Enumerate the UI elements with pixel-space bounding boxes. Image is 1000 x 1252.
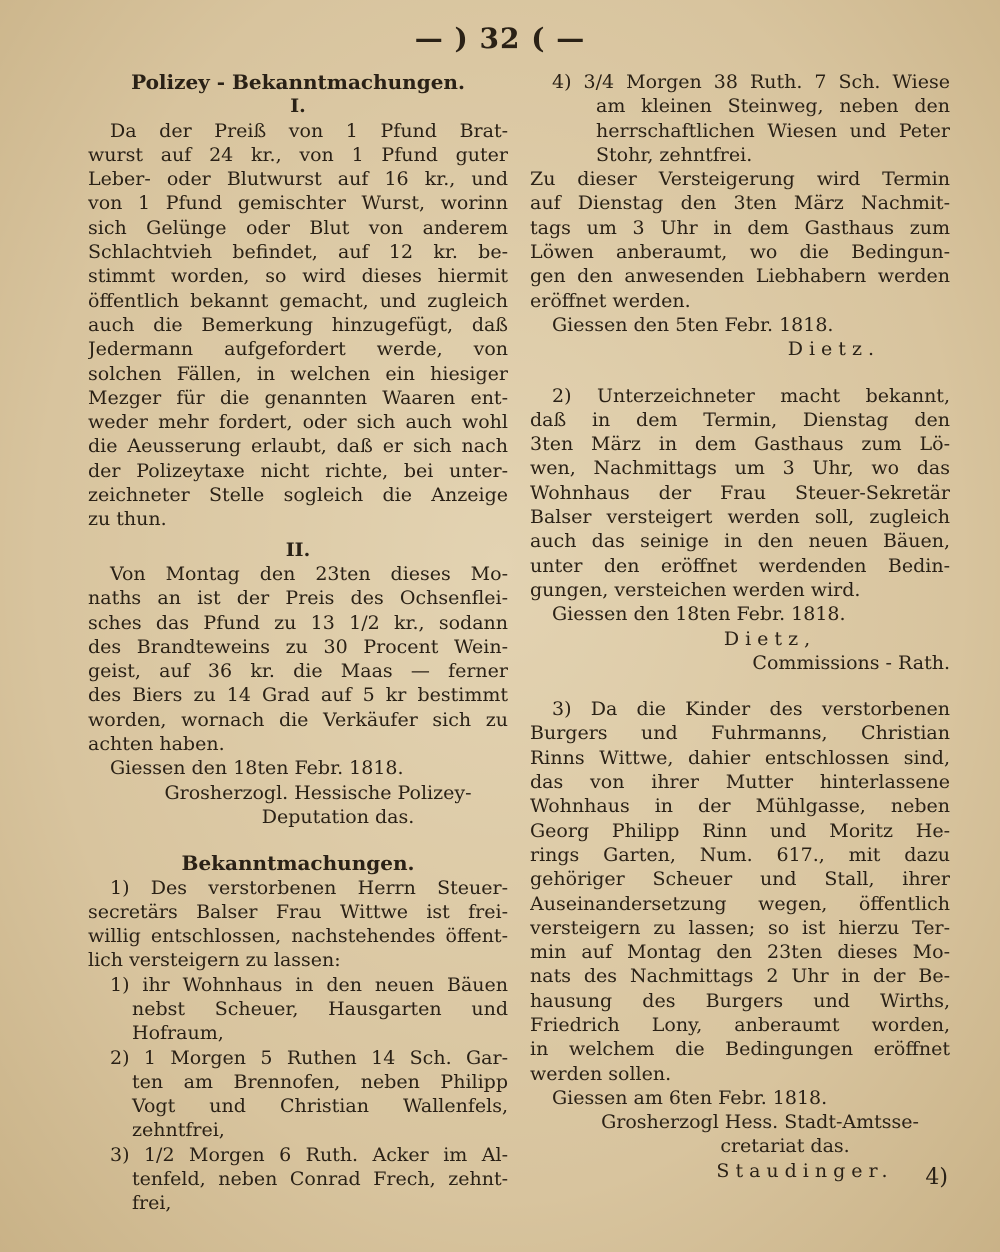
text-line: solchen Fällen, in welchen ein hiesiger: [88, 362, 508, 385]
left-column: [88, 70, 508, 1216]
section-number: II.: [285, 538, 311, 561]
text-line: gen den anwesenden Liebhabern werden: [530, 265, 950, 288]
text-line: herrschaftlichen Wiesen und Peter: [596, 119, 950, 142]
text-line: Wohnhaus in der Mühlgasse, neben: [530, 795, 950, 818]
notice-paragraph: [88, 876, 508, 973]
text-line: stimmt worden, so wird dieses hiermit: [88, 265, 508, 288]
text-line: Schlachtvieh befindet, auf 12 kr. be-: [88, 241, 508, 264]
text-line: werden sollen.: [530, 1062, 672, 1085]
text-line: wurst auf 24 kr., von 1 Pfund guter: [88, 143, 508, 166]
text-line: am kleinen Steinweg, neben den: [596, 95, 950, 118]
text-line: 3ten März in dem Gasthaus zum Lö-: [530, 433, 950, 456]
right-column: [530, 70, 950, 1183]
text-line: von 1 Pfund gemischter Wurst, worinn: [88, 192, 508, 215]
section-number: I.: [290, 95, 306, 118]
text-line: Rinns Wittwe, dahier entschlossen sind,: [530, 746, 950, 769]
text-line: Mezger für die genannten Waaren ent-: [88, 386, 508, 409]
text-line: gungen, versteichen werden wird.: [530, 578, 861, 601]
text-line: das von ihrer Mutter hinterlassene: [530, 771, 950, 794]
text-line: zu thun.: [88, 508, 167, 531]
text-line: des Biers zu 14 Grad auf 5 kr bestimmt: [88, 684, 508, 707]
signature-line: Grosherzogl. Hessische Polizey-: [164, 781, 472, 804]
page-number-header: — ) 32 ( —: [414, 22, 586, 55]
text-line: in welchem die Bedingungen eröffnet: [530, 1038, 950, 1061]
list-item: [88, 973, 508, 1046]
signature-line: Dietz.: [787, 338, 880, 361]
text-line: ten am Brennofen, neben Philipp: [132, 1070, 508, 1093]
text-line: 2) Unterzeichneter macht bekannt,: [552, 384, 950, 407]
date-line: Giessen den 5ten Febr. 1818.: [552, 313, 834, 336]
text-line: Zu dieser Versteigerung wird Termin: [530, 168, 950, 191]
text-line: hausung des Burgers und Wirths,: [530, 989, 950, 1012]
text-line: sches das Pfund zu 13 1/2 kr., sodann: [88, 611, 508, 634]
text-line: tenfeld, neben Conrad Frech, zehnt-: [132, 1168, 508, 1191]
text-line: 3) 1/2 Morgen 6 Ruth. Acker im Al-: [110, 1143, 508, 1166]
text-line: naths an ist der Preis des Ochsenflei-: [88, 587, 508, 610]
text-line: der Polizeytaxe nicht richte, bei unter-: [88, 459, 508, 482]
text-line: geist, auf 36 kr. die Maas — ferner: [88, 660, 508, 683]
text-line: Da der Preiß von 1 Pfund Brat-: [110, 119, 508, 142]
signature-line: Commissions - Rath.: [752, 651, 950, 674]
date-line: Giessen den 18ten Febr. 1818.: [110, 757, 404, 780]
text-line: versteigern zu lassen; so ist hierzu Ter-: [530, 916, 950, 939]
text-line: Vogt und Christian Wallenfels,: [132, 1095, 508, 1118]
text-line: Wohnhaus der Frau Steuer-Sekretär: [530, 481, 950, 504]
list-item: [88, 1046, 508, 1143]
text-line: willig entschlossen, nachstehendes öffent-: [88, 925, 508, 948]
text-line: rings Garten, Num. 617., mit dazu: [530, 843, 950, 866]
text-line: 3) Da die Kinder des verstorbenen: [552, 698, 950, 721]
text-line: Balser versteigert werden soll, zugleich: [530, 506, 950, 529]
text-line: 1) ihr Wohnhaus in den neuen Bäuen: [110, 973, 508, 996]
text-line: achten haben.: [88, 733, 225, 756]
notice-paragraph: [530, 70, 950, 167]
signature-line: Grosherzogl Hess. Stadt-Amtsse-: [601, 1111, 919, 1134]
text-line: nebst Scheuer, Hausgarten und: [132, 997, 508, 1020]
text-line: 1) Des verstorbenen Herrn Steuer-: [110, 876, 508, 899]
text-line: tags um 3 Uhr in dem Gasthaus zum: [530, 216, 950, 239]
notice-paragraph: [530, 697, 950, 1086]
text-line: die Aeusserung erlaubt, daß er sich nach: [88, 435, 508, 458]
section-title: Polizey - Bekanntmachungen.: [131, 70, 465, 94]
notice-paragraph: [88, 119, 508, 532]
text-line: Löwen anberaumt, wo die Bedingun-: [530, 241, 950, 264]
text-line: auch die Bemerkung hinzugefügt, daß: [88, 313, 508, 336]
text-line: wen, Nachmittags um 3 Uhr, wo das: [530, 457, 950, 480]
text-line: auf Dienstag den 3ten März Nachmit-: [530, 192, 950, 215]
text-line: min auf Montag den 23ten dieses Mo-: [530, 941, 950, 964]
date-line: Giessen am 6ten Febr. 1818.: [552, 1086, 828, 1109]
text-line: Hofraum,: [132, 1022, 224, 1045]
text-line: Georg Philipp Rinn und Moritz He-: [530, 819, 950, 842]
notice-paragraph: [530, 167, 950, 313]
text-line: Stohr, zehntfrei.: [596, 143, 753, 166]
notice-paragraph: [530, 384, 950, 603]
text-line: nats des Nachmittags 2 Uhr in der Be-: [530, 965, 950, 988]
catchword: 4): [925, 1165, 948, 1190]
text-line: 4) 3/4 Morgen 38 Ruth. 7 Sch. Wiese: [552, 71, 950, 93]
text-line: öffentlich bekannt gemacht, und zugleich: [88, 289, 508, 312]
text-line: eröffnet werden.: [530, 289, 691, 312]
signature-line: Staudinger.: [716, 1159, 894, 1182]
text-line: secretärs Balser Frau Wittwe ist frei-: [88, 900, 508, 923]
text-line: sich Gelünge oder Blut von anderem: [88, 216, 508, 239]
text-line: worden, wornach die Verkäufer sich zu: [88, 708, 508, 731]
text-line: lich versteigern zu lassen:: [88, 949, 341, 972]
list-item: [88, 1143, 508, 1216]
text-line: Auseinandersetzung wegen, öffentlich: [530, 892, 950, 915]
text-line: zehntfrei,: [132, 1119, 225, 1142]
text-line: daß in dem Termin, Dienstag den: [530, 408, 950, 431]
text-line: zeichneter Stelle sogleich die Anzeige: [88, 484, 508, 507]
text-line: Burgers und Fuhrmanns, Christian: [530, 722, 950, 745]
text-line: des Brandteweins zu 30 Procent Wein-: [88, 635, 508, 658]
section-title: Bekanntmachungen.: [181, 851, 415, 876]
text-line: Jedermann aufgefordert werde, von: [88, 338, 508, 361]
text-line: auch das seinige in den neuen Bäuen,: [530, 530, 950, 553]
text-line: frei,: [132, 1192, 172, 1215]
text-line: Friedrich Lony, anberaumt worden,: [530, 1013, 950, 1036]
signature-line: Dietz,: [723, 627, 817, 650]
signature-line: Deputation das.: [261, 805, 415, 828]
text-line: Von Montag den 23ten dieses Mo-: [110, 562, 508, 585]
date-line: Giessen den 18ten Febr. 1818.: [552, 603, 846, 626]
text-line: gehöriger Scheuer und Stall, ihrer: [530, 868, 950, 891]
text-line: Leber- oder Blutwurst auf 16 kr., und: [88, 168, 508, 191]
text-line: weder mehr fordert, oder sich auch wohl: [88, 411, 508, 434]
text-line: 2) 1 Morgen 5 Ruthen 14 Sch. Gar-: [110, 1046, 508, 1069]
notice-paragraph: [88, 562, 508, 756]
signature-line: cretariat das.: [720, 1135, 850, 1158]
text-line: unter den eröffnet werdenden Bedin-: [530, 554, 950, 577]
item-list: [88, 973, 508, 1216]
